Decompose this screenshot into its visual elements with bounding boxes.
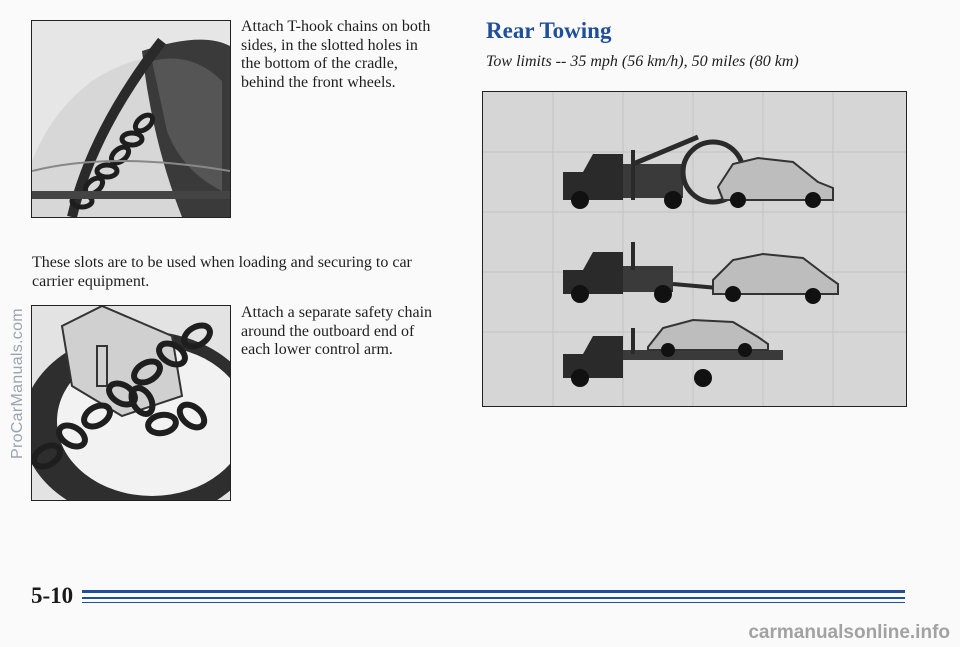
rear-towing-illustration xyxy=(482,91,907,407)
section-title: Rear Towing xyxy=(486,18,612,43)
tow-limits: Tow limits -- 35 mph (56 km/h), 50 miles (80 km) xyxy=(486,53,799,70)
t-hook-chain-drawing xyxy=(32,21,230,217)
safety-chain-drawing xyxy=(32,306,230,500)
safety-chain-instruction: Attach a separate safety chain around the outboard end of each lower control arm. xyxy=(241,304,433,358)
side-watermark: ProCarManuals.com xyxy=(9,308,26,459)
footer-rule xyxy=(82,590,905,603)
tow-trucks-drawing xyxy=(483,92,906,406)
t-hook-chain-illustration xyxy=(31,20,231,218)
safety-chain-illustration xyxy=(31,305,231,501)
t-hook-instruction: Attach T-hook chains on both sides, in the slotted holes in the bottom of the cradle, behind the front wheels. xyxy=(241,18,431,91)
page-number: 5-10 xyxy=(31,583,74,608)
car-carrier-note: These slots are to be used when loading and securing to car carrier equipment. xyxy=(32,254,412,290)
bottom-watermark: carmanualsonline.info xyxy=(748,622,950,643)
